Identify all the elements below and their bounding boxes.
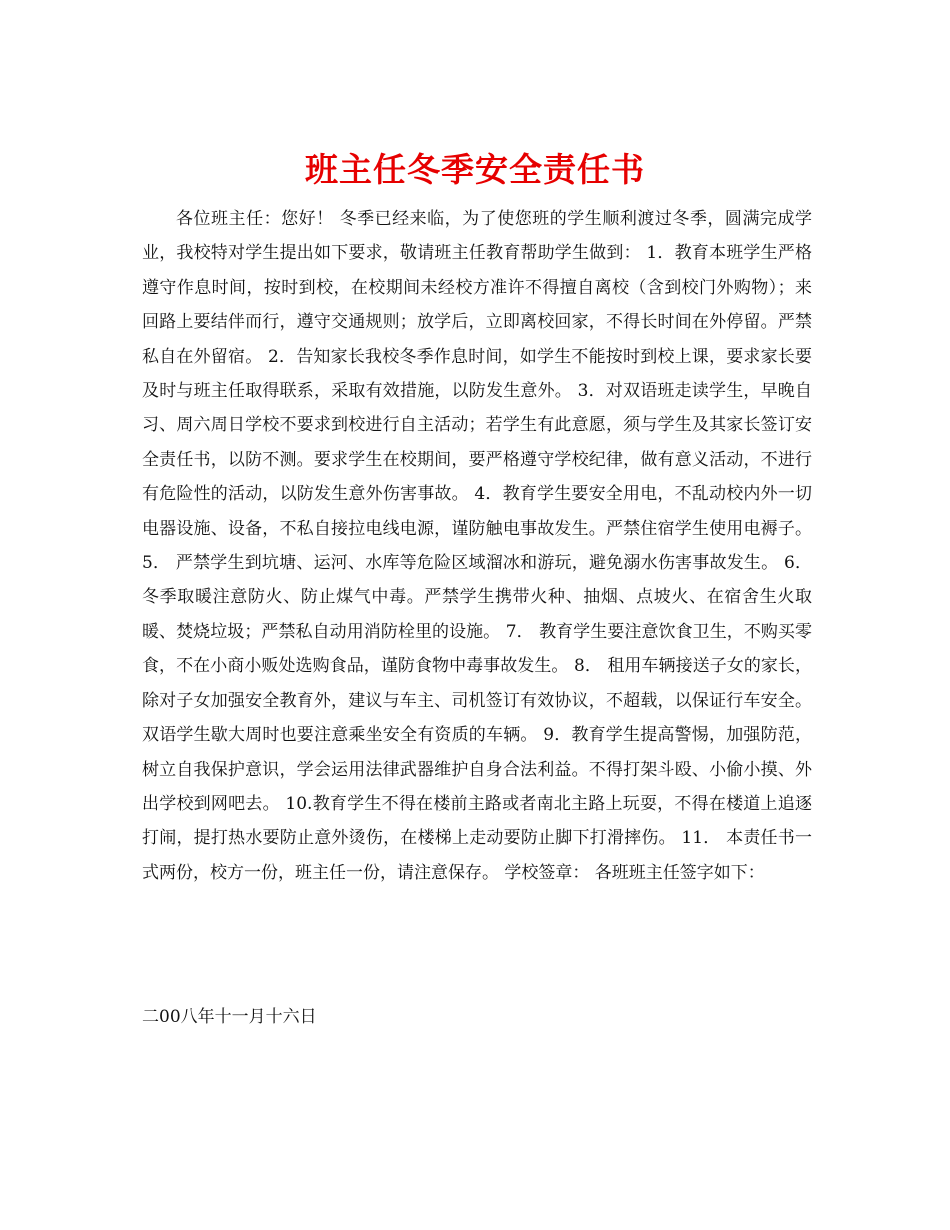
document-body: 各位班主任：您好！ 冬季已经来临，为了使您班的学生顺利渡过冬季，圆满完成学业，我校特对学生提出如下要求，敬请班主任教育帮助学生做到： 1．教育本班学生严格遵守作息时间，按时到校，在校期间未经校方准许不得擅自离校（含到校门外购物）；来回路上要结伴而行，遵守交通规则；放学后，立即离校回家，不得长时间在外停留。严禁私自在外留宿。 2．告知家长我校冬季作息时间，如学生不能按时到校上课，要求家长要及时与班主任取得联系，采取有效措施，以防发生意外。 3．对双语班走读学生，早晚自习、周六周日学校不要求到校进行自主活动；若学生有此意愿，须与学生及其家长签订安全责任书，以防不测。要求学生在校期间，要严格遵守学校纪律，做有意义活动，不进行有危险性的活动，以防发生意外伤害事故。 4．教育学生要安全用电，不乱动校内外一切电器设施、设备，不私自接拉电线电源，谨防触电事故发生。严禁住宿学生使用电褥子。 5． 严禁学生到坑塘、运河、水库等危险区域溜冰和游玩，避免溺水伤害事故发生。 6．冬季取暖注意防火、防止煤气中毒。严禁学生携带火种、抽烟、点坡火、在宿舍生火取暖、焚烧垃圾；严禁私自动用消防栓里的设施。 7． 教育学生要注意饮食卫生，不购买零食，不在小商小贩处选购食品，谨防食物中毒事故发生。 8． 租用车辆接送子女的家长，除对子女加强安全教育外，建议与车主、司机签订有效协议，不超载，以保证行车安全。双语学生歇大周时也要注意乘坐安全有资质的车辆。 9．教育学生提高警惕，加强防范，树立自我保护意识，学会运用法律武器维护自身合法利益。不得打架斗殴、小偷小摸、外出学校到网吧去。 10.教育学生不得在楼前主路或者南北主路上玩耍，不得在楼道上追逐打闹，提打热水要防止意外烫伤，在楼梯上走动要防止脚下打滑摔伤。 11． 本责任书一式两份，校方一份，班主任一份，请注意保存。 学校签章： 各班班主任签字如下： — [142, 209, 812, 883]
document-title: 班主任冬季安全责任书 — [305, 150, 645, 190]
document-date: 二00八年十一月十六日 — [142, 1007, 317, 1027]
